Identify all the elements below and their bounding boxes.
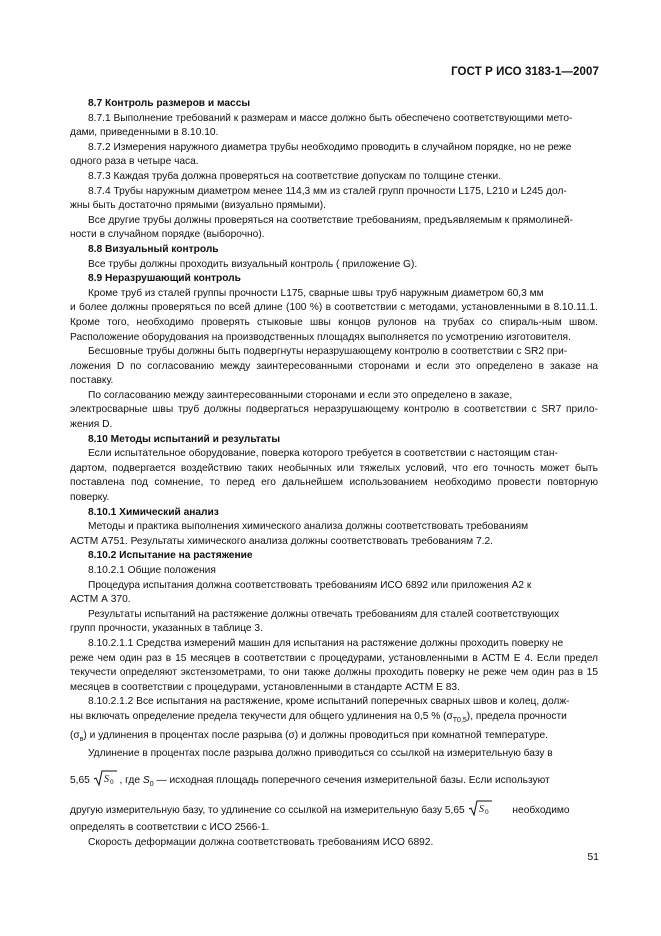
svg-text:0: 0 <box>484 809 489 817</box>
section-heading: 8.7 Контроль размеров и массы <box>88 98 251 109</box>
paragraph-first-line: Методы и практика выполнения химического анализа должны соответствовать требованиям <box>88 521 529 533</box>
paragraph-continuation: дартом, подвергается воздействию таких необычных или тяжелых условий, что его точность может быть поставлена под сомнение, то перед его дальнейшем использованием необходимо провести повторную поверку. <box>70 462 598 504</box>
paragraph-first-line: 8.10.2.1.1 Средства измерений машин для испытания на растяжение должны проходить поверку не <box>88 637 564 649</box>
section-heading: 8.9 Неразрушающий контроль <box>88 273 241 285</box>
elongation-line-1: Удлинение в процентах после разрыва должно приводиться со ссылкой на измерительную базу в <box>88 748 553 760</box>
elongation-line-2: 5,65 S 0 , где $S_0$ — исходная площадь поперечного сечения измерительной базы. Если используют <box>70 770 598 793</box>
paragraph-continuation: ности в случайном порядке (выборочно). <box>70 229 265 241</box>
text-paragraph <box>70 389 598 433</box>
paragraph-continuation: АСТМ А 370. <box>70 594 131 606</box>
paragraph-first-line: Кроме труб из сталей группы прочности L175, сварные швы труб наружным диаметром 60,3 мм <box>88 287 544 299</box>
paragraph-continuation: одного раза в четыре часа. <box>70 156 199 168</box>
square-root-symbol <box>93 770 117 786</box>
paragraph-continuation: ложения D по согласованию между заинтересованными сторонами и если это определено в заказе на поставку. <box>70 360 598 387</box>
paragraph-continuation: АСТМ А751. Результаты химического анализа должны соответствовать требованиям 7.2. <box>70 535 493 547</box>
svg-text:S: S <box>478 804 484 816</box>
text-paragraph <box>70 579 598 608</box>
paragraph-continuation: электросварные швы труб должны подвергаться неразрушающему контролю в соответствии с SR7 прило-жения D. <box>70 404 598 431</box>
text-paragraph <box>70 112 598 141</box>
paragraph-first-line: Все другие трубы должны проверяться на соответствие требованиям, предъявляемым к прямолиней- <box>88 214 574 226</box>
paragraph-first-line: Бесшовные трубы должны быть подвергнуты неразрушающему контролю в соответствии с SR2 при- <box>88 346 568 358</box>
text-paragraph <box>70 287 598 345</box>
text-paragraph <box>70 637 598 695</box>
paragraph-8-10-2-1-2 <box>70 695 598 747</box>
paragraph-first-line: По согласованию между заинтересованными сторонами и если это определено в заказе, <box>88 389 513 401</box>
text-paragraph <box>88 170 598 185</box>
svg-text:0: 0 <box>109 778 114 786</box>
text-paragraph <box>70 520 598 549</box>
paragraph-first-line: Если испытательное оборудование, поверка которого требуется в соответствии с настоящим стан- <box>88 448 558 460</box>
paragraph-list <box>70 97 598 695</box>
section-heading: 8.10 Методы испытаний и результаты <box>88 433 281 445</box>
section-heading: 8.10.1 Химический анализ <box>88 506 219 518</box>
elongation-line-4: определять в соответствии с ИСО 2566-1. <box>70 822 270 833</box>
document-body <box>70 97 598 850</box>
paragraph-continuation: и более должны проверяться по всей длине (100 %) в соответствии с методами, установленными в 8.10.11.1. Кроме того, необходимо проверять стыковые швы концов рулонов на трубах со спираль-ным швом. Расположение оборудования на производственных площадях выполняется по усмотрению изготовителя. <box>70 302 598 343</box>
paragraph-elongation <box>70 747 598 835</box>
para-line: $(\sigma_в)$ и удлинения в процентах после разрыва (σ) и должны проводиться при комнатной температуре. <box>70 729 548 743</box>
text-paragraph <box>70 345 598 389</box>
paragraph-continuation: групп прочности, указанных в таблице 3. <box>70 623 263 635</box>
text-paragraph <box>70 141 598 170</box>
paragraph-first-line: 8.7.1 Выполнение требований к размерам и массе должно быть обеспечено соответствующими мето- <box>88 112 573 124</box>
paragraph-first-line: 8.7.3 Каждая труба должна проверяться на соответствие допускам по толщине стенки. <box>88 170 502 182</box>
paragraph-first-line: 8.7.2 Измерения наружного диаметра трубы необходимо проводить в случайном порядке, но не реже <box>88 141 572 153</box>
paragraph-first-line: Все трубы должны проходить визуальный контроль ( приложение G). <box>88 258 418 270</box>
text-paragraph <box>88 564 598 579</box>
text-paragraph <box>70 214 598 243</box>
svg-text:S: S <box>103 773 109 785</box>
paragraph-first-line: 8.7.4 Трубы наружным диаметром менее 114,3 мм из сталей групп прочности L175, L210 и L245 дол- <box>88 185 567 197</box>
section-heading: 8.10.2 Испытание на растяжение <box>88 550 253 562</box>
paragraph-first-line: Процедура испытания должна соответствовать требованиям ИСО 6892 или приложения А2 к <box>88 579 532 591</box>
paragraph-first-line: Результаты испытаний на растяжение должны отвечать требованиям для сталей соответствующих <box>88 608 560 620</box>
section-heading: 8.8 Визуальный контроль <box>88 243 219 255</box>
text-paragraph <box>70 608 598 637</box>
paragraph-continuation: дами, приведенными в 8.10.10. <box>70 127 219 139</box>
paragraph-continuation: реже чем один раз в 15 месяцев в соответствии с процедурами, установленными в АСТМ Е 4. Если предел текучести определяют экстензометрами, то они также должны проходить поверку не реже чем один раз в 15 месяцев в соответствии с процедурами, установленными в стандарте АСТМ Е 83. <box>70 652 598 693</box>
text-paragraph <box>70 185 598 214</box>
text-paragraph <box>70 447 598 505</box>
document-code-header: ГОСТ Р ИСО 3183-1—2007 <box>451 66 599 78</box>
text-paragraph <box>88 258 598 273</box>
para-line: ны включать определение предела текучести для общего удлинения на 0,5 % $(\sigma_{T0,5})$, предела прочности <box>70 710 567 724</box>
elongation-line-3: другую измерительную базу, то удлинение со ссылкой на измерительную базу 5,65 S 0 необходимо <box>70 800 598 819</box>
square-root-symbol <box>468 800 492 816</box>
page-number: 51 <box>587 851 599 863</box>
final-paragraph: Скорость деформации должна соответствовать требованиям ИСО 6892. <box>88 836 434 848</box>
para-line: 8.10.2.1.2 Все испытания на растяжение, кроме испытаний поперечных сварных швов и колец, долж- <box>88 696 570 708</box>
paragraph-first-line: 8.10.2.1 Общие положения <box>88 565 216 576</box>
paragraph-continuation: жны быть достаточно прямыми (визуально прямыми). <box>70 200 327 212</box>
